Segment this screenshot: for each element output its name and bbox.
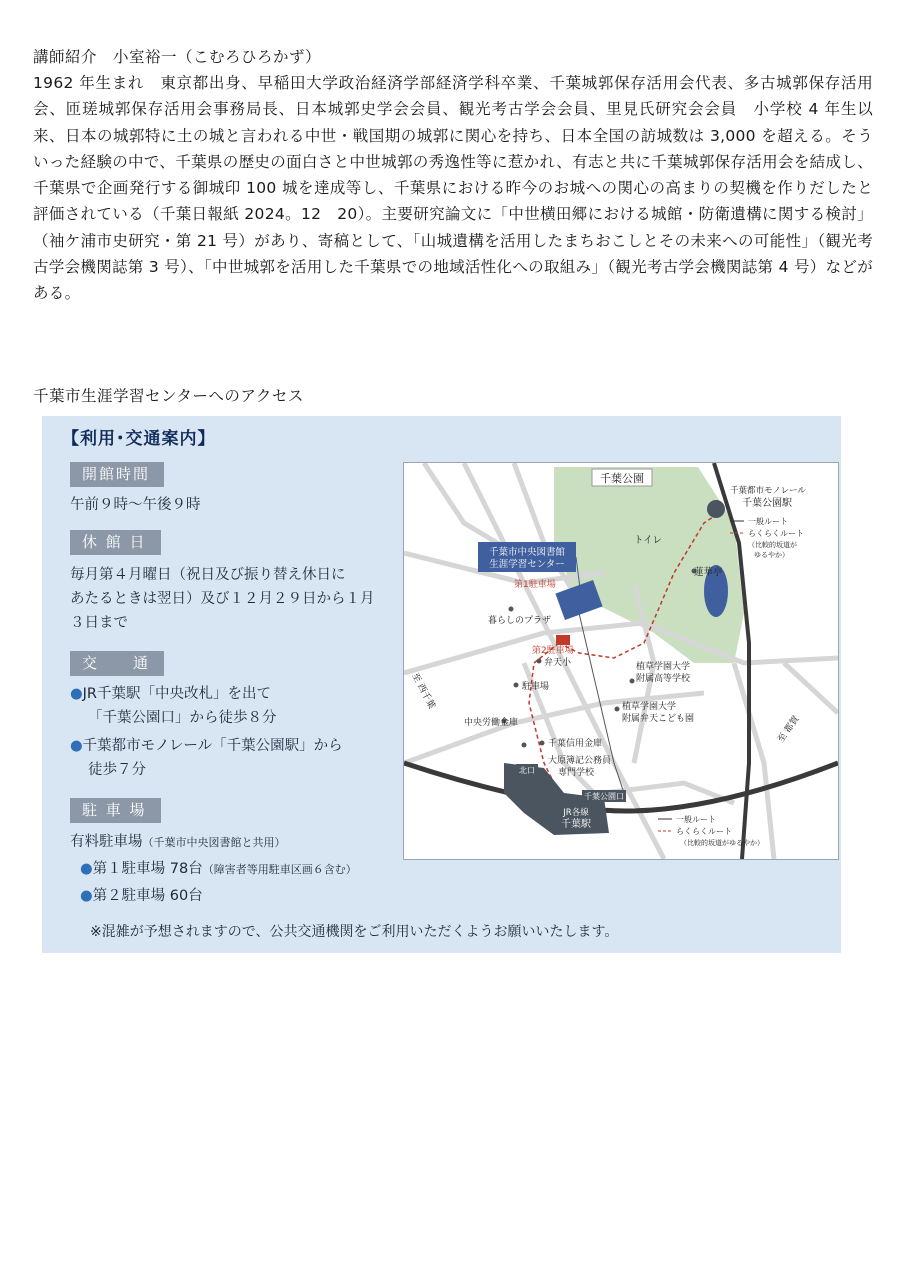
- closed-line-3: ３日まで: [70, 615, 128, 631]
- monorail-label-1: 千葉都市モノレール: [730, 486, 806, 496]
- park-exit-label: 千葉公園口: [584, 792, 624, 801]
- legend-general: 一般ルート: [748, 517, 788, 526]
- closed-line-1: 毎月第４月曜日（祝日及び振り替え休日に: [70, 567, 346, 583]
- legend-easy-note-2: ゆるやか）: [754, 551, 789, 559]
- parking-lot-label: 駐車場: [522, 682, 550, 692]
- bullet: ●: [70, 686, 83, 702]
- transport-2-text: 千葉都市モノレール「千葉公園駅」から: [82, 738, 343, 754]
- legend-easy: らくらくルート: [748, 529, 804, 538]
- lecturer-bio: [33, 44, 873, 307]
- parking-2-text: 第２駐車場 60台: [92, 888, 203, 904]
- shinkin-label: 千葉信用金庫: [548, 739, 603, 749]
- parking-heading-text: 有料駐車場: [70, 834, 143, 850]
- bio-heading: 講師紹介 小室裕一（こむろひろかず）: [33, 48, 322, 66]
- rengetei-label: 蓮華亭: [694, 567, 723, 578]
- kurashi-label: 暮らしのプラザ: [488, 616, 552, 626]
- access-info-panel: [42, 416, 841, 953]
- to-tsuga-label: 至 都賀: [776, 714, 802, 745]
- ohara-label-1: 大原簿記公務員: [548, 756, 612, 766]
- library-label-2: 生涯学習センター: [489, 559, 565, 570]
- bio-body: 1962 年生まれ 東京都出身、早稲田大学政治経済学部経済学科卒業、千葉城郭保存活用会代表、多古城郭保存活用会、匝瑳城郭保存活用会事務局長、日本城郭史学会会員、観光考古学会会員、里見氏研究会会員 小学校 4 年生以来、日本の城郭特に土の城と言われる中世・戦国期の城郭に関心を持ち、日本全国の訪城数は 3,000 を超える。そういった経験の中で、千葉県の歴史の面白さと中世城郭の秀逸性等に惹かれ、有志と共に千葉城郭保存活用会を結成し、千葉県で企画発行する御城印 100 城を達成等し、千葉県における昨今のお城への関心の高まりの契機を作りだしたと評価されている（千葉日報紙 2024。12 20）。主要研究論文に「中世横田郷における城館・防衛遺構に関する検討」（袖ケ浦市史研究・第 21 号）があり、寄稿として、「山城遺構を活用したまちおこしとその未来への可能性」（観光考古学会機関誌第 3 号）、「中世城郭を活用した千葉県での地域活性化への取組み」（観光考古学会機関誌第 4 号）などがある。: [33, 74, 873, 303]
- hours-label: 開館時間: [70, 462, 164, 487]
- transport-2-line-1: [70, 734, 343, 758]
- parking-2: [80, 884, 203, 908]
- transport-label: 交 通: [70, 651, 164, 676]
- station-label-2: 千葉駅: [561, 819, 591, 830]
- uekusa-kids-label-2: 附属弁天こども園: [622, 714, 695, 724]
- parking-heading-note: （千葉市中央図書館と共用）: [142, 836, 286, 849]
- park-label: 千葉公園: [600, 472, 644, 485]
- access-map-svg: [404, 463, 838, 859]
- parking-label: 駐 車 場: [70, 798, 161, 823]
- uekusa-hs-label-1: 植草学園大学: [636, 662, 691, 672]
- access-title: 千葉市生涯学習センターへのアクセス: [33, 387, 304, 405]
- legend2-easy-note: （比較的坂道がゆるやか）: [680, 839, 764, 847]
- parking-2-map-label: 第2駐車場: [532, 646, 574, 656]
- monorail-station-icon: [707, 500, 725, 518]
- bullet: ●: [80, 888, 93, 904]
- legend2-easy: らくらくルート: [676, 827, 732, 836]
- library-label-1: 千葉市中央図書館: [488, 547, 566, 558]
- legend2-general: 一般ルート: [676, 815, 716, 824]
- north-exit-label: 北口: [519, 766, 535, 775]
- transport-1-text: JR千葉駅「中央改札」を出て: [82, 686, 272, 702]
- uekusa-hs-label-2: 附属高等学校: [636, 674, 691, 684]
- hours-text: 午前９時～午後９時: [70, 497, 201, 513]
- parking-1-note: （障害者等用駐車区画６含む）: [202, 863, 357, 876]
- transport-1-line-1: [70, 682, 271, 706]
- uekusa-kids-label-1: 植草学園大学: [622, 702, 677, 712]
- parking-heading: [70, 830, 286, 855]
- transport-1-line-2: 「千葉公園口」から徒歩８分: [88, 710, 277, 726]
- toilet-label: トイレ: [634, 535, 663, 546]
- legend-easy-note: （比較的坂道が: [748, 541, 797, 549]
- parking-1: [80, 857, 357, 882]
- closed-label: 休 館 日: [70, 530, 161, 555]
- to-nishichiba-label: 至 西千葉: [409, 671, 437, 711]
- benten-label: 弁天小: [544, 658, 572, 668]
- parking-1-map-label: 第1駐車場: [514, 580, 556, 590]
- bullet: ●: [80, 861, 93, 877]
- parking-2-marker: [556, 635, 570, 645]
- ohara-label-2: 専門学校: [558, 768, 595, 778]
- transport-2-line-2: 徒歩７分: [88, 762, 146, 778]
- access-map: [403, 462, 839, 860]
- closed-line-2: あたるときは翌日）及び１２月２９日から１月: [70, 591, 375, 607]
- rokin-label: 中央労働金庫: [464, 718, 519, 728]
- jr-rail: [404, 763, 838, 811]
- station-label-1: JR各線: [563, 808, 589, 818]
- bullet: ●: [70, 738, 83, 754]
- info-title: 【利用･交通案内】: [62, 429, 216, 449]
- notice: ※混雑が予想されますので、公共交通機関をご利用いただくようお願いいたします。: [90, 924, 619, 940]
- parking-1-text: 第１駐車場 78台: [92, 861, 203, 877]
- monorail-label-2: 千葉公園駅: [742, 498, 792, 509]
